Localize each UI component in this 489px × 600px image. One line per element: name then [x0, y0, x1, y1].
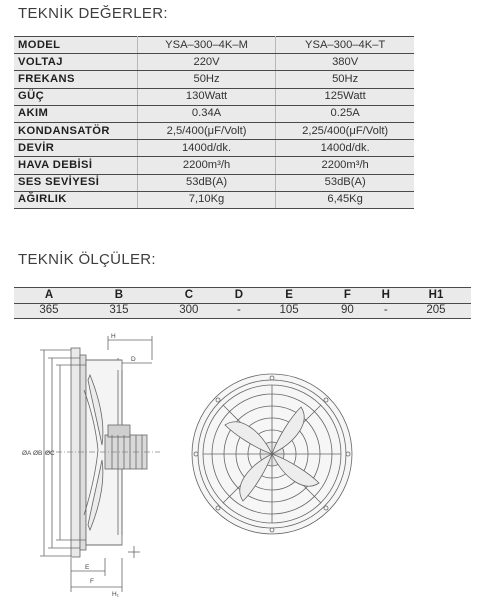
dim-label-d: D: [131, 356, 136, 363]
dim-header: H: [371, 288, 401, 304]
spec-value-t: YSA–300–4K–T: [276, 37, 414, 54]
dim-value: -: [224, 303, 254, 319]
spec-label: GÜÇ: [14, 88, 137, 105]
fan-technical-drawing: [0, 330, 489, 600]
spec-label: AĞIRLIK: [14, 191, 137, 208]
dim-header: B: [84, 288, 154, 304]
dim-header: H1: [401, 288, 471, 304]
spec-row: [14, 88, 414, 105]
dimensions-value-row: [14, 303, 471, 319]
spec-row: [14, 37, 414, 54]
dim-header: E: [254, 288, 324, 304]
spec-label: KONDANSATÖR: [14, 122, 137, 139]
spec-value-m: 7,10Kg: [137, 191, 276, 208]
spec-value-m: 1400d/dk.: [137, 140, 276, 157]
dim-value: 105: [254, 303, 324, 319]
spec-value-t: 2200m³/h: [276, 157, 414, 174]
spec-value-t: 53dB(A): [276, 174, 414, 191]
specs-section-title: TEKNİK DEĞERLER:: [18, 5, 168, 22]
dim-header: C: [154, 288, 224, 304]
spec-row: [14, 122, 414, 139]
spec-value-m: 50Hz: [137, 71, 276, 88]
dim-label-oc: ØC: [45, 450, 55, 457]
spec-value-m: 220V: [137, 54, 276, 71]
dim-value: 300: [154, 303, 224, 319]
spec-value-t: 380V: [276, 54, 414, 71]
spec-label: SES SEVİYESİ: [14, 174, 137, 191]
dim-label-oa: ØA: [22, 450, 32, 457]
dim-value: 90: [324, 303, 371, 319]
dim-header: F: [324, 288, 371, 304]
spec-label: DEVİR: [14, 140, 137, 157]
spec-value-m: 130Watt: [137, 88, 276, 105]
dim-label-e: E: [85, 564, 90, 571]
spec-label: FREKANS: [14, 71, 137, 88]
spec-row: [14, 157, 414, 174]
spec-value-t: 6,45Kg: [276, 191, 414, 208]
spec-label: HAVA DEBİSİ: [14, 157, 137, 174]
dim-value: 205: [401, 303, 471, 319]
spec-label: VOLTAJ: [14, 54, 137, 71]
dim-header: D: [224, 288, 254, 304]
dim-value: 315: [84, 303, 154, 319]
spec-row: [14, 54, 414, 71]
spec-value-m: 0.34A: [137, 105, 276, 122]
dim-label-ob: ØB: [33, 450, 43, 457]
dim-label-h: H: [111, 333, 116, 340]
spec-row: [14, 191, 414, 208]
dim-value: 365: [14, 303, 84, 319]
spec-value-t: 1400d/dk.: [276, 140, 414, 157]
spec-value-m: 2,5/400(μF/Volt): [137, 122, 276, 139]
spec-row: [14, 105, 414, 122]
spec-value-t: 0.25A: [276, 105, 414, 122]
fan-side-view: [40, 336, 160, 592]
spec-value-t: 50Hz: [276, 71, 414, 88]
dimensions-section-title: TEKNİK ÖLÇÜLER:: [18, 251, 156, 268]
dim-value: -: [371, 303, 401, 319]
fan-front-view: [192, 374, 352, 534]
spec-label: MODEL: [14, 37, 137, 54]
dim-label-h1: H₁: [112, 591, 119, 598]
spec-value-m: 53dB(A): [137, 174, 276, 191]
technical-specs-table: [14, 36, 414, 209]
spec-value-t: 125Watt: [276, 88, 414, 105]
dim-header: A: [14, 288, 84, 304]
spec-label: AKIM: [14, 105, 137, 122]
spec-value-m: YSA–300–4K–M: [137, 37, 276, 54]
spec-value-m: 2200m³/h: [137, 157, 276, 174]
spec-row: [14, 71, 414, 88]
dim-label-f: F: [90, 578, 94, 585]
dimensions-header-row: [14, 288, 471, 304]
spec-row: [14, 140, 414, 157]
technical-dimensions-table: [14, 287, 471, 319]
spec-row: [14, 174, 414, 191]
spec-value-t: 2,25/400(μF/Volt): [276, 122, 414, 139]
